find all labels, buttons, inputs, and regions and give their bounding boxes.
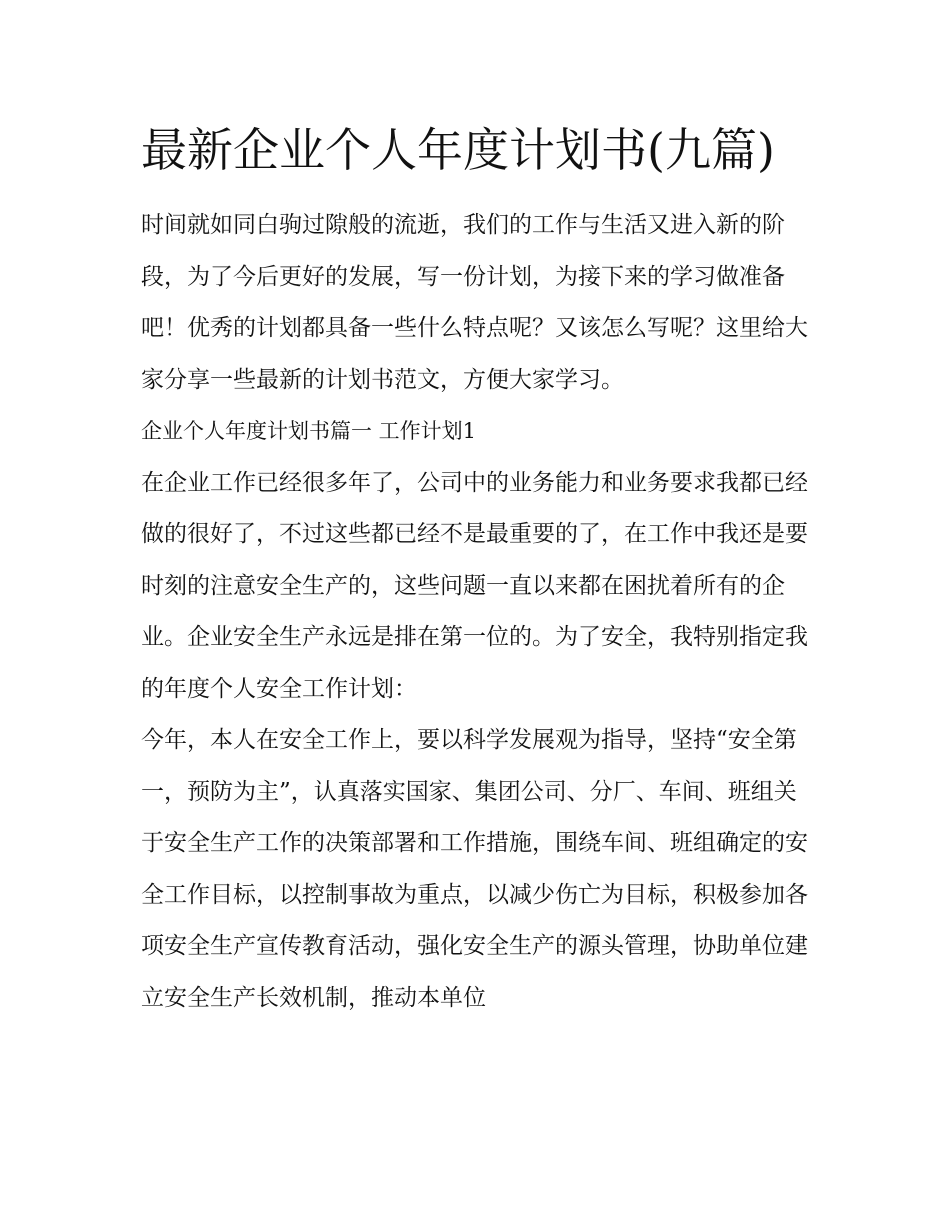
body-paragraph-2: 今年，本人在安全工作上，要以科学发展观为指导，坚持“安全第一，预防为主”，认真落实国家、集团公司、分厂、车间、班组关于安全生产工作的决策部署和工作措施，围绕车间、班组确定的安全工作目标，以控制事故为重点，以减少伤亡为目标，积极参加各项安全生产宣传教育活动，强化安全生产的源头管理，协助单位建立安全生产长效机制，推动本单位: [141, 727, 808, 1011]
document-body: [141, 110, 813, 1024]
section-heading: 企业个人年度计划书篇一 工作计划1: [141, 419, 477, 443]
document-title: 最新企业个人年度计划书(九篇): [141, 123, 775, 177]
body-paragraph-1: 在企业工作已经很多年了，公司中的业务能力和业务要求我都已经做的很好了，不过这些都已经不是最重要的了，在工作中我还是要时刻的注意安全生产的，这些问题一直以来都在困扰着所有的企业。企业安全生产永远是排在第一位的。为了安全，我特别指定我的年度个人安全工作计划：: [141, 469, 808, 702]
intro-paragraph: 时间就如同白驹过隙般的流逝，我们的工作与生活又进入新的阶段，为了今后更好的发展，写一份计划，为接下来的学习做准备吧！优秀的计划都具备一些什么特点呢？又该怎么写呢？这里给大家分享一些最新的计划书范文，方便大家学习。: [141, 212, 808, 393]
